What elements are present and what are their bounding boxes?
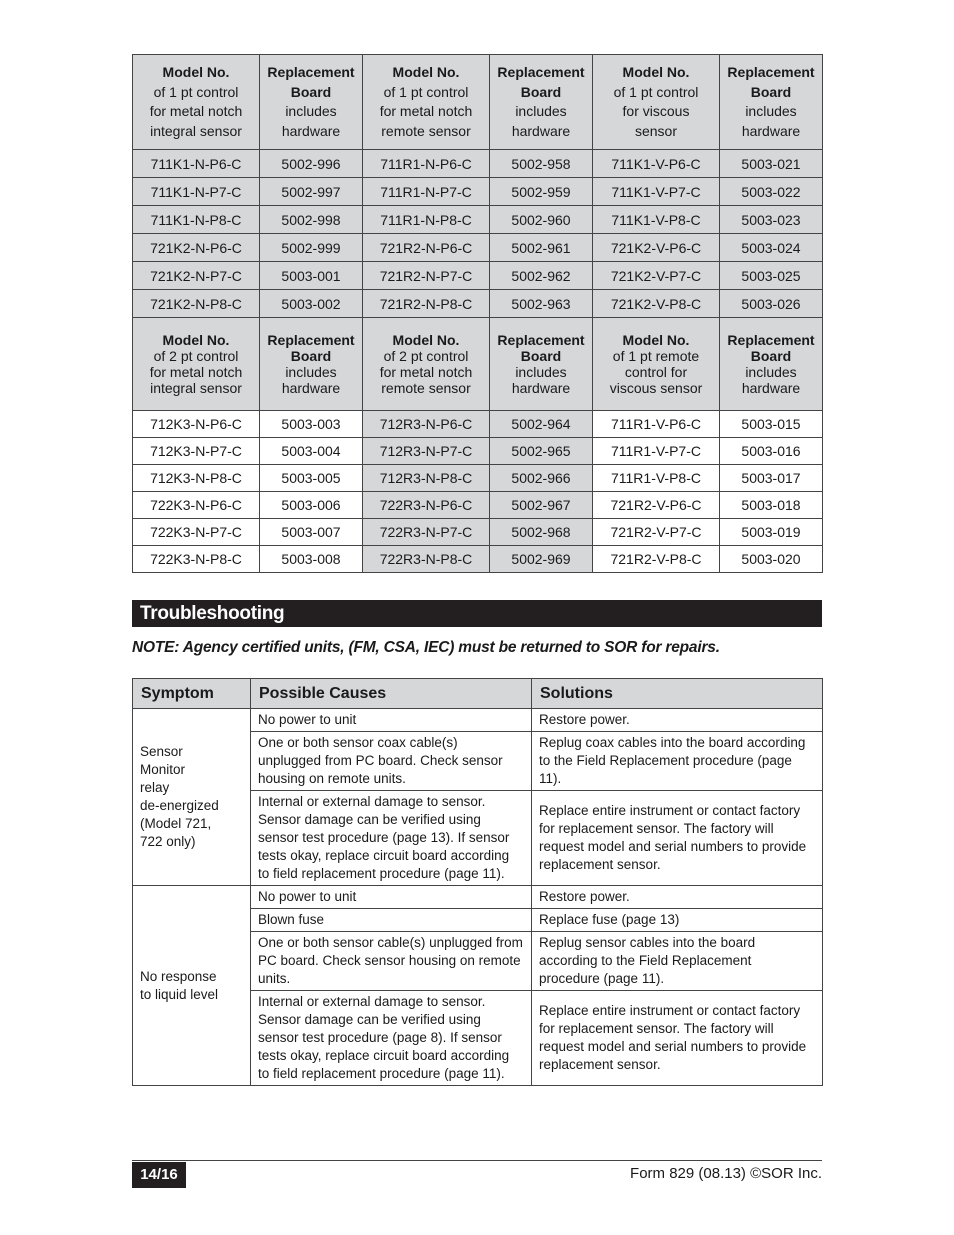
- table-cell: 5002-958: [490, 150, 593, 178]
- parts-header-row: [133, 55, 823, 150]
- table-cell: 5002-961: [490, 234, 593, 262]
- header-desc: remote sensor: [381, 122, 471, 139]
- solution-cell: Replug coax cables into the board according to the Field Replacement procedure (page 11).: [532, 732, 823, 791]
- table-cell: 5003-025: [720, 262, 823, 290]
- table-cell: 712R3-N-P8-C: [363, 465, 490, 492]
- table-cell: 5002-963: [490, 290, 593, 318]
- table-cell: 5003-018: [720, 492, 823, 519]
- symptom-cell: No response to liquid level: [133, 886, 251, 1086]
- table-cell: 5002-966: [490, 465, 593, 492]
- parts-header-cell: [363, 55, 490, 150]
- table-cell: 711K1-V-P7-C: [593, 178, 720, 206]
- parts-header-cell: [490, 318, 593, 411]
- cause-cell: One or both sensor coax cable(s) unplugged from PC board. Check sensor housing on remote units.: [251, 732, 532, 791]
- header-desc: of 2 pt control: [153, 348, 239, 364]
- cause-cell: Blown fuse: [251, 909, 532, 932]
- table-cell: 711K1-V-P6-C: [593, 150, 720, 178]
- table-cell: 5002-962: [490, 262, 593, 290]
- table-cell: 711R1-N-P6-C: [363, 150, 490, 178]
- table-cell: 721R2-N-P7-C: [363, 262, 490, 290]
- table-cell: 5002-968: [490, 519, 593, 546]
- cause-cell: No power to unit: [251, 709, 532, 732]
- table-row: [133, 438, 823, 465]
- header-title: Replacement: [497, 64, 585, 80]
- header-title: Board: [290, 348, 332, 364]
- table-cell: 5003-024: [720, 234, 823, 262]
- parts-header-cell: [363, 318, 490, 411]
- table-cell: 711R1-V-P8-C: [593, 465, 720, 492]
- header-title: Model No.: [622, 332, 690, 348]
- table-row: [133, 262, 823, 290]
- header-title: Replacement: [727, 332, 815, 348]
- page-number: 14/16: [132, 1162, 186, 1188]
- header-title: Model No.: [392, 332, 460, 348]
- header-desc: of 1 pt control: [383, 83, 469, 100]
- table-header-row: [133, 679, 823, 709]
- table-row: [133, 886, 823, 909]
- table-cell: 5002-997: [260, 178, 363, 206]
- table-cell: 721R2-V-P7-C: [593, 519, 720, 546]
- table-cell: 5003-019: [720, 519, 823, 546]
- header-title: Replacement: [267, 64, 355, 80]
- header-desc: control for: [624, 364, 688, 380]
- table-cell: 721R2-V-P6-C: [593, 492, 720, 519]
- header-desc: integral sensor: [150, 122, 242, 139]
- header-title: Board: [520, 83, 562, 100]
- table-cell: 712K3-N-P8-C: [133, 465, 260, 492]
- footer-divider: [132, 1160, 822, 1161]
- table-cell: 5003-002: [260, 290, 363, 318]
- header-title: Model No.: [162, 64, 230, 80]
- header-title: Replacement: [497, 332, 585, 348]
- header-desc: viscous sensor: [609, 380, 703, 396]
- parts-header-row: [133, 318, 823, 411]
- cause-cell: No power to unit: [251, 886, 532, 909]
- table-cell: 711R1-V-P7-C: [593, 438, 720, 465]
- agency-note: NOTE: Agency certified units, (FM, CSA, IEC) must be returned to SOR for repairs.: [132, 639, 720, 656]
- table-cell: 5002-965: [490, 438, 593, 465]
- table-row: [133, 546, 823, 573]
- table-cell: 711K1-N-P7-C: [133, 178, 260, 206]
- header-desc: includes: [285, 364, 337, 380]
- table-cell: 721R2-N-P8-C: [363, 290, 490, 318]
- header-desc: of 1 pt control: [613, 83, 699, 100]
- table-cell: 5003-007: [260, 519, 363, 546]
- header-desc: for metal notch: [379, 103, 473, 119]
- table-cell: 5003-017: [720, 465, 823, 492]
- table-cell: 721K2-N-P7-C: [133, 262, 260, 290]
- header-desc: hardware: [281, 380, 341, 396]
- header-desc: includes: [515, 103, 567, 119]
- parts-header-cell: [720, 55, 823, 150]
- header-title: Replacement: [727, 64, 815, 80]
- header-title: Board: [750, 348, 792, 364]
- table-cell: 721K2-V-P6-C: [593, 234, 720, 262]
- header-desc: for viscous: [622, 103, 690, 119]
- table-cell: 722K3-N-P6-C: [133, 492, 260, 519]
- table-row: [133, 290, 823, 318]
- table-cell: 711R1-N-P7-C: [363, 178, 490, 206]
- table-cell: 721K2-V-P8-C: [593, 290, 720, 318]
- parts-header-cell: [260, 55, 363, 150]
- table-cell: 5003-023: [720, 206, 823, 234]
- parts-header-cell: [133, 55, 260, 150]
- table-cell: 5002-964: [490, 411, 593, 438]
- table-cell: 712K3-N-P7-C: [133, 438, 260, 465]
- table-cell: 5003-008: [260, 546, 363, 573]
- table-cell: 5003-004: [260, 438, 363, 465]
- solutions-header: Solutions: [532, 679, 823, 709]
- symptom-cell: Sensor Monitor relay de-energized (Model 721, 722 only): [133, 709, 251, 886]
- table-cell: 722R3-N-P7-C: [363, 519, 490, 546]
- troubleshooting-heading: Troubleshooting: [132, 600, 822, 627]
- table-cell: 711K1-N-P8-C: [133, 206, 260, 234]
- table-cell: 712R3-N-P7-C: [363, 438, 490, 465]
- header-desc: of 1 pt control: [153, 83, 239, 100]
- header-desc: hardware: [741, 380, 801, 396]
- table-row: [133, 150, 823, 178]
- header-desc: integral sensor: [150, 380, 242, 396]
- table-row: [133, 465, 823, 492]
- parts-header-cell: [260, 318, 363, 411]
- header-desc: of 2 pt control: [383, 348, 469, 364]
- table-cell: 5003-016: [720, 438, 823, 465]
- parts-header-cell: [490, 55, 593, 150]
- cause-cell: One or both sensor cable(s) unplugged from PC board. Check sensor housing on remote units.: [251, 932, 532, 991]
- header-title: Replacement: [267, 332, 355, 348]
- table-cell: 721R2-V-P8-C: [593, 546, 720, 573]
- parts-header-cell: [593, 55, 720, 150]
- solution-cell: Replace fuse (page 13): [532, 909, 823, 932]
- cause-cell: Internal or external damage to sensor. Sensor damage can be verified using sensor test procedure (page 13). If sensor tests okay, replace circuit board according to field replacement procedure (page 11).: [251, 791, 532, 886]
- table-cell: 721K2-N-P6-C: [133, 234, 260, 262]
- table-cell: 5003-003: [260, 411, 363, 438]
- header-desc: includes: [745, 364, 797, 380]
- header-desc: of 1 pt remote: [612, 348, 700, 364]
- table-row: [133, 519, 823, 546]
- header-desc: sensor: [634, 122, 678, 139]
- header-desc: hardware: [281, 122, 341, 139]
- table-row: [133, 411, 823, 438]
- solution-cell: Restore power.: [532, 886, 823, 909]
- table-cell: 722R3-N-P6-C: [363, 492, 490, 519]
- header-title: Board: [520, 348, 562, 364]
- table-cell: 5003-021: [720, 150, 823, 178]
- table-cell: 5003-020: [720, 546, 823, 573]
- header-desc: hardware: [741, 122, 801, 139]
- table-cell: 5003-022: [720, 178, 823, 206]
- table-row: [133, 178, 823, 206]
- table-row: [133, 492, 823, 519]
- table-cell: 5002-969: [490, 546, 593, 573]
- solution-cell: Replace entire instrument or contact factory for replacement sensor. The factory will request model and serial numbers to provide replacement sensor.: [532, 791, 823, 886]
- table-cell: 5002-999: [260, 234, 363, 262]
- table-row: [133, 206, 823, 234]
- header-desc: includes: [285, 103, 337, 119]
- table-cell: 712K3-N-P6-C: [133, 411, 260, 438]
- parts-header-cell: [593, 318, 720, 411]
- table-cell: 721R2-N-P6-C: [363, 234, 490, 262]
- table-cell: 722K3-N-P8-C: [133, 546, 260, 573]
- table-cell: 5002-959: [490, 178, 593, 206]
- parts-header-cell: [133, 318, 260, 411]
- table-cell: 5003-026: [720, 290, 823, 318]
- table-cell: 711K1-N-P6-C: [133, 150, 260, 178]
- table-cell: 711K1-V-P8-C: [593, 206, 720, 234]
- header-title: Model No.: [162, 332, 230, 348]
- header-desc: includes: [515, 364, 567, 380]
- solution-cell: Restore power.: [532, 709, 823, 732]
- header-desc: for metal notch: [379, 364, 473, 380]
- table-cell: 5002-960: [490, 206, 593, 234]
- solution-cell: Replug sensor cables into the board according to the Field Replacement procedure (page 11).: [532, 932, 823, 991]
- header-desc: hardware: [511, 122, 571, 139]
- header-title: Model No.: [392, 64, 460, 80]
- table-row: [133, 234, 823, 262]
- header-desc: hardware: [511, 380, 571, 396]
- replacement-board-table: [132, 54, 823, 573]
- header-desc: includes: [745, 103, 797, 119]
- header-desc: remote sensor: [381, 380, 471, 396]
- symptom-header: Symptom: [133, 679, 251, 709]
- table-cell: 5002-998: [260, 206, 363, 234]
- table-cell: 712R3-N-P6-C: [363, 411, 490, 438]
- form-number: Form 829 (08.13) ©SOR Inc.: [630, 1165, 822, 1182]
- solution-cell: Replace entire instrument or contact factory for replacement sensor. The factory will request model and serial numbers to provide replacement sensor.: [532, 991, 823, 1086]
- table-cell: 711R1-V-P6-C: [593, 411, 720, 438]
- table-cell: 5002-967: [490, 492, 593, 519]
- table-cell: 711R1-N-P8-C: [363, 206, 490, 234]
- table-cell: 5003-006: [260, 492, 363, 519]
- parts-header-cell: [720, 318, 823, 411]
- table-cell: 722K3-N-P7-C: [133, 519, 260, 546]
- table-cell: 5003-005: [260, 465, 363, 492]
- table-cell: 721K2-N-P8-C: [133, 290, 260, 318]
- table-cell: 5002-996: [260, 150, 363, 178]
- header-desc: for metal notch: [149, 103, 243, 119]
- table-cell: 721K2-V-P7-C: [593, 262, 720, 290]
- cause-cell: Internal or external damage to sensor. Sensor damage can be verified using sensor test procedure (page 8). If sensor tests okay, replace circuit board according to field replacement procedure (page 11).: [251, 991, 532, 1086]
- header-title: Board: [290, 83, 332, 100]
- table-cell: 722R3-N-P8-C: [363, 546, 490, 573]
- header-title: Model No.: [622, 64, 690, 80]
- table-row: [133, 709, 823, 732]
- table-cell: 5003-001: [260, 262, 363, 290]
- table-cell: 5003-015: [720, 411, 823, 438]
- header-desc: for metal notch: [149, 364, 243, 380]
- header-title: Board: [750, 83, 792, 100]
- causes-header: Possible Causes: [251, 679, 532, 709]
- troubleshooting-table: [132, 678, 823, 1086]
